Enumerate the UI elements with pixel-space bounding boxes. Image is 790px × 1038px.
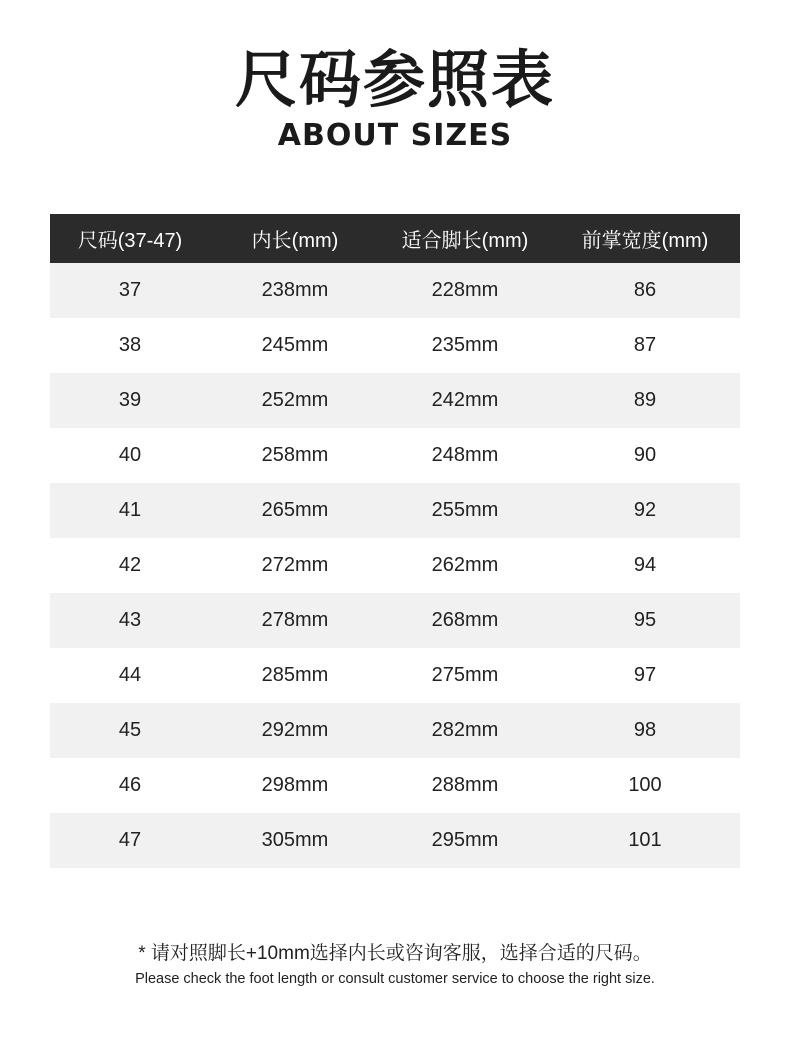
cell-foot-length: 295mm xyxy=(431,829,499,851)
table-row xyxy=(50,593,740,648)
cell-size: 41 xyxy=(118,499,142,521)
cell-inner-length: 298mm xyxy=(261,774,329,796)
cell-forefoot-width: 89 xyxy=(633,389,657,411)
header-size: 尺码(37-47) xyxy=(77,230,183,252)
cell-foot-length: 235mm xyxy=(431,334,499,356)
cell-size: 47 xyxy=(118,829,142,851)
cell-foot-length: 268mm xyxy=(431,609,499,631)
cell-foot-length: 288mm xyxy=(431,774,499,796)
cell-size: 45 xyxy=(118,719,142,741)
cell-inner-length: 272mm xyxy=(261,554,329,576)
table-header-row xyxy=(50,214,740,263)
cell-size: 46 xyxy=(118,774,142,796)
cell-forefoot-width: 97 xyxy=(633,664,657,686)
cell-foot-length: 248mm xyxy=(431,444,499,466)
cell-inner-length: 285mm xyxy=(261,664,329,686)
cell-forefoot-width: 95 xyxy=(633,609,657,631)
table-row xyxy=(50,373,740,428)
cell-inner-length: 258mm xyxy=(261,444,329,466)
cell-inner-length: 292mm xyxy=(261,719,329,741)
table-row xyxy=(50,758,740,813)
note-en: Please check the foot length or consult customer service to choose the right size. xyxy=(135,971,655,987)
cell-forefoot-width: 94 xyxy=(633,554,657,576)
cell-forefoot-width: 100 xyxy=(628,774,662,796)
cell-inner-length: 278mm xyxy=(261,609,329,631)
table-row xyxy=(50,428,740,483)
table-body xyxy=(50,263,740,868)
header-inner-length: 内长(mm) xyxy=(251,230,339,252)
table-row xyxy=(50,648,740,703)
header-forefoot-width: 前掌宽度(mm) xyxy=(581,230,709,252)
cell-inner-length: 305mm xyxy=(261,829,329,851)
cell-forefoot-width: 98 xyxy=(633,719,657,741)
cell-foot-length: 262mm xyxy=(431,554,499,576)
cell-foot-length: 228mm xyxy=(431,279,499,301)
cell-foot-length: 242mm xyxy=(431,389,499,411)
cell-size: 39 xyxy=(118,389,142,411)
table-row xyxy=(50,538,740,593)
note-zh: * 请对照脚长+10mm选择内长或咨询客服，选择合适的尺码。 xyxy=(138,943,652,964)
cell-size: 43 xyxy=(118,609,142,631)
cell-foot-length: 255mm xyxy=(431,499,499,521)
cell-forefoot-width: 92 xyxy=(633,499,657,521)
cell-forefoot-width: 86 xyxy=(633,279,657,301)
cell-inner-length: 265mm xyxy=(261,499,329,521)
page-title: 尺码参照表 xyxy=(234,43,555,116)
cell-forefoot-width: 101 xyxy=(628,829,662,851)
cell-size: 37 xyxy=(118,279,142,301)
cell-foot-length: 282mm xyxy=(431,719,499,741)
header-foot-length: 适合脚长(mm) xyxy=(401,230,529,252)
table-row xyxy=(50,703,740,758)
cell-forefoot-width: 90 xyxy=(633,444,657,466)
cell-inner-length: 252mm xyxy=(261,389,329,411)
cell-size: 42 xyxy=(118,554,142,576)
cell-foot-length: 275mm xyxy=(431,664,499,686)
cell-inner-length: 245mm xyxy=(261,334,329,356)
table-row xyxy=(50,483,740,538)
table-row xyxy=(50,813,740,868)
cell-inner-length: 238mm xyxy=(261,279,329,301)
cell-size: 38 xyxy=(118,334,142,356)
cell-size: 44 xyxy=(118,664,142,686)
cell-forefoot-width: 87 xyxy=(633,334,657,356)
cell-size: 40 xyxy=(118,444,142,466)
page-subtitle: ABOUT SIZES xyxy=(277,118,513,153)
table-row xyxy=(50,263,740,318)
table-row xyxy=(50,318,740,373)
size-table xyxy=(50,214,740,868)
